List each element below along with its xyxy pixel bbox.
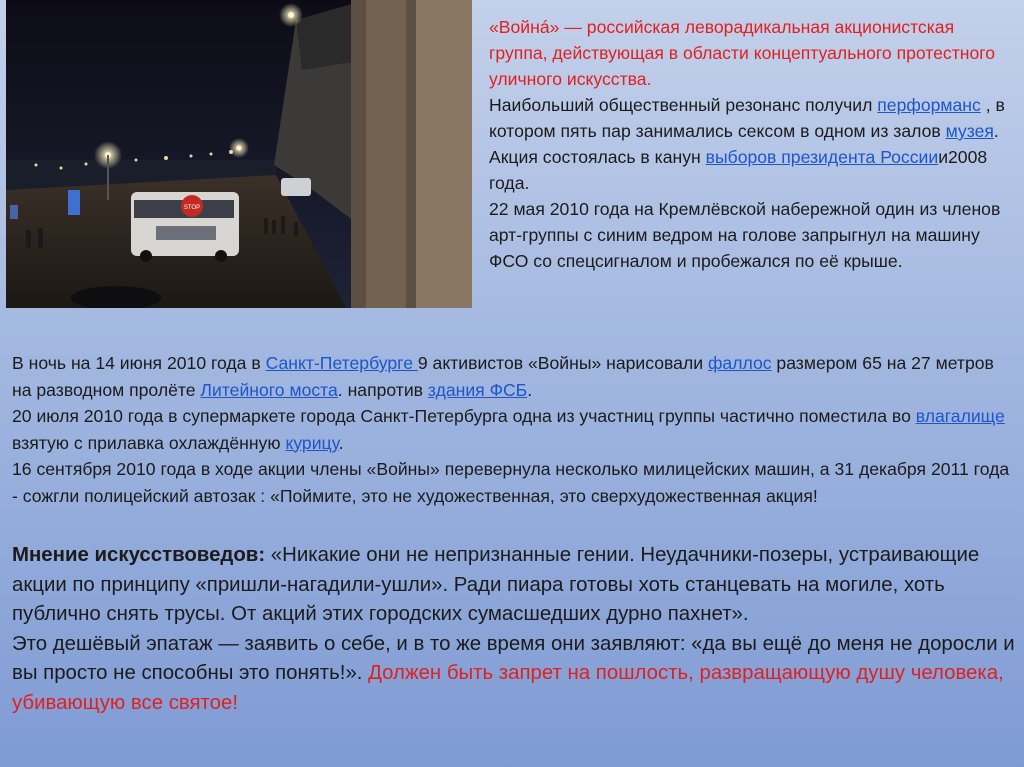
conclusion-paragraph	[12, 630, 1017, 719]
text-fragment: . напротив	[337, 379, 428, 400]
performance-paragraph	[489, 92, 1014, 196]
link-saint-petersburg[interactable]: Санкт-Петербурге	[265, 353, 418, 373]
link-chicken[interactable]: курицу	[285, 432, 339, 453]
text-fragment: взятую с прилавка охлаждённую	[12, 432, 286, 453]
text-fragment: .	[527, 379, 533, 400]
link-museum[interactable]: музея	[945, 121, 994, 141]
text-fragment: 9 активистов «Войны» нарисовали	[417, 353, 708, 373]
link-election[interactable]: выборов президента России	[705, 147, 939, 167]
link-phallus[interactable]: фаллос	[707, 353, 772, 373]
link-performance[interactable]: перформанс	[877, 95, 981, 115]
text-fragment: Наибольший общественный резонанс получил	[489, 95, 878, 115]
link-liteyny-bridge[interactable]: Литейного моста	[200, 379, 338, 400]
bridge-paragraph	[12, 350, 1017, 403]
night-bridge-photo	[6, 0, 472, 308]
text-fragment: . Акция состоялась в канун	[489, 121, 999, 167]
opinion-heading: Мнение искусствоведов:	[12, 544, 266, 566]
link-vagina[interactable]: влагалище	[915, 406, 1005, 426]
text-fragment: .	[338, 432, 344, 453]
conclusion-red-text: Должен быть запрет на пошлость, развращающую душу человека, убивающую все святое!	[12, 662, 1004, 714]
opinion-quote-text: «Никакие они не непризнанные гении. Неудачники-позеры, устраивающие акции по принципу «пришли-нагадили-ушли». Ради пиара готовы хоть станцевать на могиле, хоть публично снять трусы. От акций этих городских сумасшедших дурно пахнет».	[12, 544, 980, 626]
supermarket-paragraph	[12, 403, 1017, 456]
opinion-quote	[12, 541, 1017, 630]
actions-text	[12, 350, 1017, 509]
conclusion-text: Это дешёвый эпатаж — заявить о себе, и в то же время они заявляют: «да вы ещё до меня не доросли и вы просто не способны это понять!».	[12, 632, 1015, 685]
text-fragment: 20 июля 2010 года в супермаркете города Санкт-Петербурга одна из участниц группы частично поместила во	[12, 406, 916, 426]
stop-sign-text: STOP	[183, 205, 201, 211]
text-fragment: размером 65 на 27 метров на разводном пролёте	[12, 353, 994, 400]
kremlin-paragraph: 22 мая 2010 года на Кремлёвской набережной один из членов арт-группы с синим ведром на голове запрыгнул на машину ФСО со спецсигналом и пробежался по её крыше.	[489, 199, 1001, 271]
text-fragment: , в котором пять пар занимались сексом в одном из залов	[489, 95, 1005, 141]
text-fragment: и2008 года.	[489, 147, 988, 193]
link-fsb-building[interactable]: здания ФСБ	[427, 379, 528, 400]
photo-illustration	[6, 0, 472, 308]
text-fragment: В ночь на 14 июня 2010 года в	[12, 353, 266, 373]
police-cars-paragraph: 16 сентября 2010 года в ходе акции члены «Войны» перевернула несколько милицейских машин, а 31 декабря 2011 года - сожгли полицейский автозак : «Поймите, это не художественная, это сверхудожественная акция!	[12, 459, 1010, 506]
critics-opinion	[12, 541, 1017, 719]
intro-text	[489, 14, 1014, 274]
group-definition: «Войнá» — российская леворадикальная акционистская группа, действующая в области концептуального протестного уличного искусства.	[489, 17, 996, 89]
